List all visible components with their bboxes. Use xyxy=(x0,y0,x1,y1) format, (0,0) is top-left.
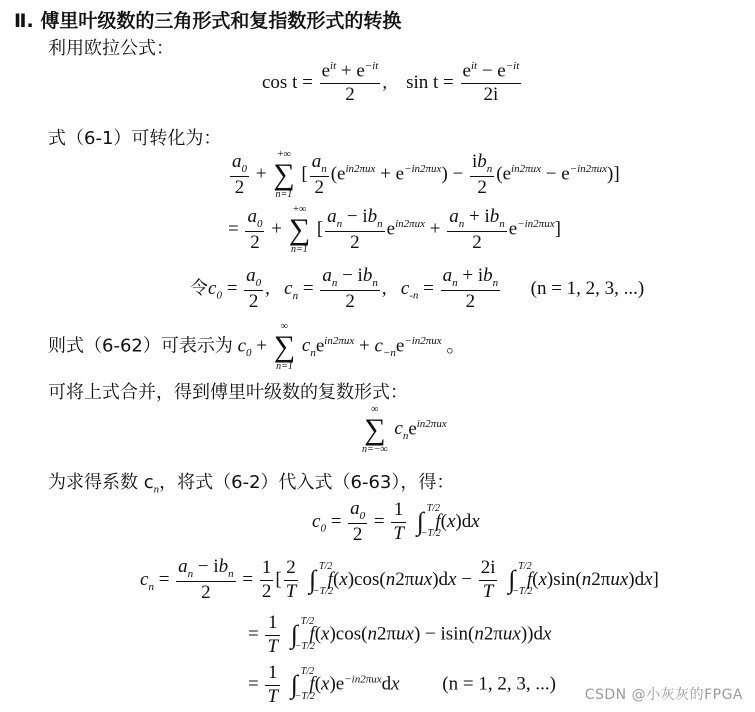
euler-formulas: cos t = $\frac{e^{it} + e^{-it}}{2}$ , sin t = $\frac{e^{it} - e^{-it}}{2i}$ xyxy=(262,60,520,106)
cn-integral-line-3: = $\frac{1}{T}$ ∫ T/2 −T/2 $f(x)e^{-in2\pi ux}dx$ (n = 1, 2, 3, ...) xyxy=(248,662,556,707)
coefficient-definitions: 令$c_0$ = $\frac{a_0}{2}$ , $c_n$ = $\frac{a_n - ib_n}{2}$ , $c_{-n}$ = $\frac{a_n + ib_n}{2}$ (n = 1, 2, 3, ...) xyxy=(190,265,645,312)
complex-form-equation: ∞ ∑ n=−∞ $c_ne^{in2\pi ux}$ xyxy=(362,404,447,455)
merge-text: 可将上式合并，得到傅里叶级数的复数形式： xyxy=(48,382,408,403)
section-heading: Ⅱ. 傅里叶级数的三角形式和复指数形式的转换 xyxy=(14,10,402,32)
series-line-1: $\frac{a_0}{2}$ + +∞ ∑ n=1 [ $\frac{a_n}{2}$ $(e^{in2\pi ux} + e^{-in2\pi ux})$ − $\frac{ib_n}{2}$ $(e^{in2\pi ux} - e^{-in2\pi ux})$] xyxy=(232,149,620,200)
cn-integral-line-2: = $\frac{1}{T}$ ∫ T/2 −T/2 f(x)cos(n2πux) − isin(n2πux))dx xyxy=(248,612,552,657)
solve-text: 为求得系数 $c_n$，将式（6-2）代入式（6-63），得： xyxy=(48,472,455,496)
euler-intro-text: 利用欧拉公式： xyxy=(48,38,174,59)
c0-integral: $c_0$ = $\frac{a_0}{2}$ = $\frac{1}{T}$ ∫ T/2 −T/2 f(x)dx xyxy=(312,498,480,545)
cos-fraction: $\frac{e^{it} + e^{-it}}{2}$ xyxy=(321,60,379,106)
cn-integral-line-1: $c_n$ = $\frac{a_n - ib_n}{2}$ = $\frac{1}{2}$ [ $\frac{2}{T}$ ∫ T/2 −T/2 f(x)cos(n2πux)dx − $\frac{2i}{T}$ ∫ T/2 −T/2 f(x)sin(n2πux)dx] xyxy=(140,556,659,603)
sin-fraction: $\frac{e^{it} - e^{-it}}{2i}$ xyxy=(462,60,520,106)
csdn-watermark: CSDN @小灰灰的FPGA xyxy=(584,687,743,703)
cos-lhs: cos t = xyxy=(262,71,313,93)
sin-lhs: sin t = xyxy=(406,71,454,93)
transform-intro-text: 式（6-1）可转化为： xyxy=(48,128,222,149)
series-line-2: = $\frac{a_0}{2}$ + +∞ ∑ n=1 [ $\frac{a_n - ib_n}{2}$ $e^{in2\pi ux}$ + $\frac{a_n + ib_n}{2}$ $e^{-in2\pi ux}$] xyxy=(228,204,561,255)
complex-series-line: 则式（6-62）可表示为 $c_0$ + ∞ ∑ n=1 $c_ne^{in2\pi ux} + c_{-n}e^{-in2\pi ux}$ 。 xyxy=(48,321,466,372)
